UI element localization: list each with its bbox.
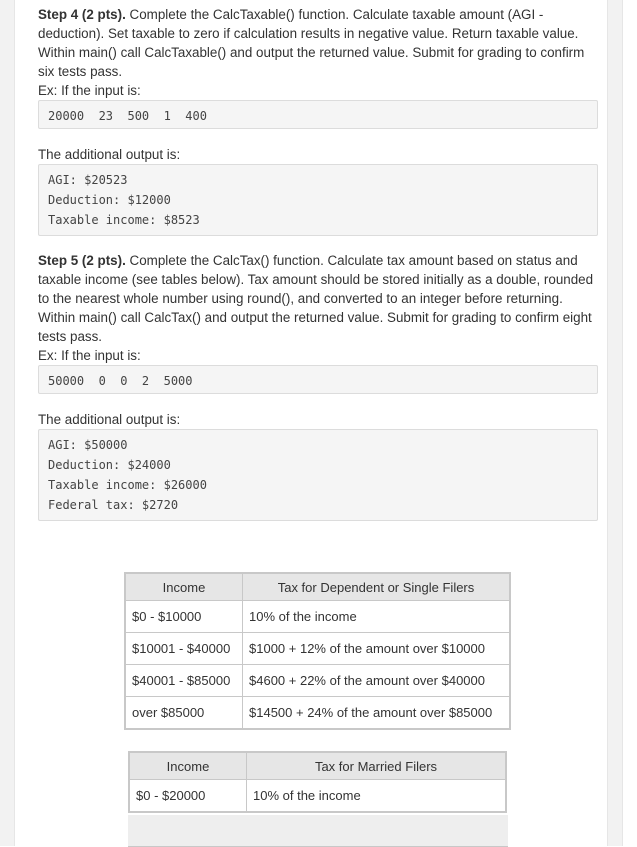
- step4-input-box: 20000 23 500 1 400: [38, 100, 598, 129]
- step4-output-box: [38, 164, 598, 236]
- table-header-income: Income: [129, 752, 247, 780]
- output-line: Deduction: $24000: [48, 458, 171, 472]
- step4-heading: Step 4 (2 pts).: [38, 7, 126, 22]
- table-cell-income: $40001 - $85000: [125, 665, 243, 697]
- right-gutter: [607, 0, 637, 846]
- table-header-income: Income: [125, 573, 243, 601]
- table-cell-income: over $85000: [125, 697, 243, 730]
- table-row: [125, 633, 510, 665]
- step4-paragraph: [38, 5, 598, 100]
- step5-output-box: [38, 429, 598, 521]
- scrollbar-track[interactable]: [607, 0, 623, 846]
- step5-text: Complete the CalcTax() function. Calculate tax amount based on status and taxable income (see tables below). Tax amount should be stored initially as a double, rounded to the nearest whole number using round(), and converted to an integer before returning. Within main() call CalcTax() and output the returned value. Submit for grading to confirm eight tests pass.: [38, 253, 594, 344]
- instructions-content: [38, 0, 598, 521]
- output-line: AGI: $20523: [48, 173, 128, 187]
- step4-text: Complete the CalcTaxable() function. Calculate taxable amount (AGI - deduction). Set taxable to zero if calculation results in negative value. Return taxable value. Within main() call CalcTaxable() and output the returned value. Submit for grading to confirm six tests pass.: [38, 7, 585, 79]
- table-row: [125, 665, 510, 697]
- table-cell-tax: 10% of the income: [243, 601, 511, 633]
- table-cell-income: $0 - $10000: [125, 601, 243, 633]
- table-row: [129, 780, 506, 813]
- table-cell-tax: $14500 + 24% of the amount over $85000: [243, 697, 511, 730]
- table-header-row: [125, 573, 510, 601]
- output-line: Deduction: $12000: [48, 193, 171, 207]
- output-line: AGI: $50000: [48, 438, 128, 452]
- table-cell-tax: $1000 + 12% of the amount over $10000: [243, 633, 511, 665]
- table-cell-income: $10001 - $40000: [125, 633, 243, 665]
- output-line: Federal tax: $2720: [48, 498, 179, 512]
- step5-paragraph: [38, 251, 598, 365]
- married-filers-tax-table: [128, 751, 507, 813]
- table-header-tax: Tax for Married Filers: [247, 752, 507, 780]
- step5-input-box: 50000 0 0 2 5000: [38, 365, 598, 394]
- table-row: [125, 601, 510, 633]
- step5-example-label: Ex: If the input is:: [38, 348, 141, 363]
- table-continuation: [128, 815, 508, 847]
- step5-output-label: The additional output is:: [38, 412, 181, 427]
- table-cell-tax: $4600 + 22% of the amount over $40000: [243, 665, 511, 697]
- table-cell-income: $0 - $20000: [129, 780, 247, 813]
- table-header-tax: Tax for Dependent or Single Filers: [243, 573, 511, 601]
- step4-example-label: Ex: If the input is:: [38, 83, 141, 98]
- step4-output-label: The additional output is:: [38, 147, 181, 162]
- output-line: Taxable income: $8523: [48, 213, 200, 227]
- step5-heading: Step 5 (2 pts).: [38, 253, 126, 268]
- table-cell-tax: 10% of the income: [247, 780, 507, 813]
- output-line: Taxable income: $26000: [48, 478, 207, 492]
- single-filers-tax-table: [124, 572, 511, 730]
- table-header-row: [129, 752, 506, 780]
- table-row: [125, 697, 510, 730]
- left-gutter: [0, 0, 15, 846]
